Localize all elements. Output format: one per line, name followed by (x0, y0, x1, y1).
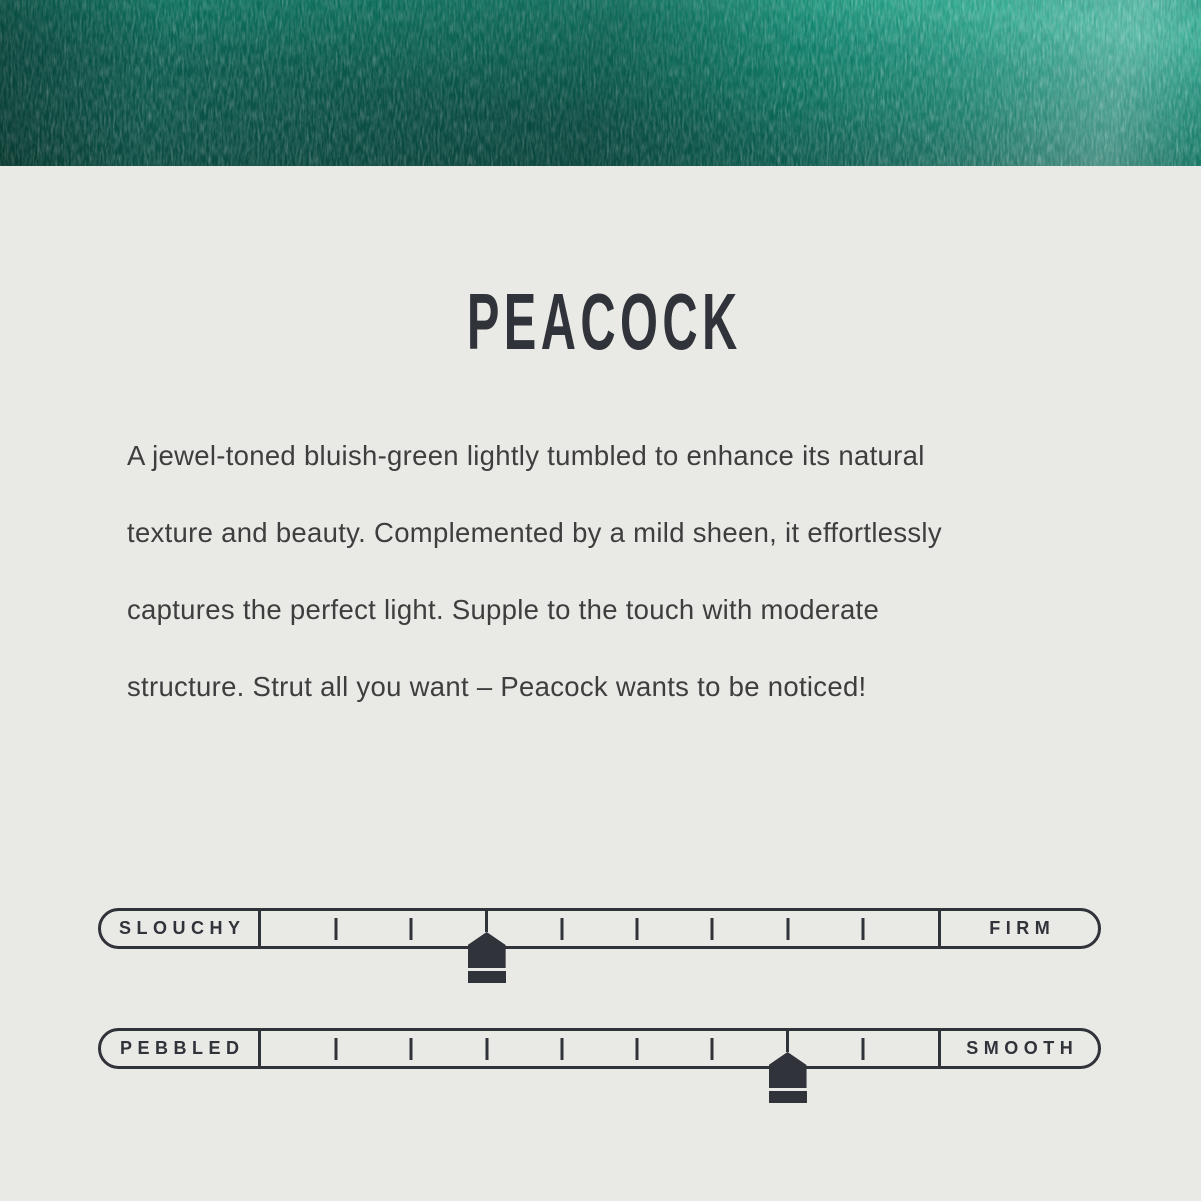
description-line: captures the perfect light. Supple to the touch with moderate (127, 594, 880, 625)
description-line: texture and beauty. Complemented by a mild sheen, it effortlessly (127, 517, 942, 548)
scale-tick (711, 918, 714, 940)
pen-nib-marker-icon (769, 1052, 807, 1088)
description-line: A jewel-toned bluish-green lightly tumbled to enhance its natural (127, 440, 925, 471)
scale-right-label: FIRM (989, 918, 1056, 938)
marker-tick (485, 911, 488, 932)
scale-tick (410, 1038, 413, 1060)
scale-position-marker (468, 911, 506, 983)
scale-right-label: SMOOTH (966, 1038, 1079, 1058)
scale-track (261, 1031, 938, 1066)
scale-tick (861, 1038, 864, 1060)
scale-tick (861, 918, 864, 940)
scale-tick (410, 918, 413, 940)
scale-tick (485, 1038, 488, 1060)
marker-tick (786, 1031, 789, 1052)
leather-texture-graphic (0, 0, 1201, 166)
scale-left-label: PEBBLED (119, 1038, 245, 1058)
scale-left-label-box (101, 911, 261, 946)
scale-position-marker (769, 1031, 807, 1103)
scale-tick (711, 1038, 714, 1060)
scale-left-label-box (101, 1031, 261, 1066)
texture-scale-pebbled-smooth (98, 1028, 1101, 1069)
color-description (127, 417, 1075, 725)
structure-scale-slouchy-firm (98, 908, 1101, 949)
scale-right-label-box (938, 911, 1098, 946)
color-name-title: PEACOCK (466, 277, 742, 366)
scale-tick (560, 918, 563, 940)
description-line: structure. Strut all you want – Peacock wants to be noticed! (127, 671, 867, 702)
scale-tick (636, 918, 639, 940)
scale-track (261, 911, 938, 946)
scale-tick (636, 1038, 639, 1060)
marker-base-bar (769, 1091, 807, 1103)
scale-tick (335, 1038, 338, 1060)
marker-base-bar (468, 971, 506, 983)
leather-swatch-image (0, 0, 1201, 166)
scale-left-label: SLOUCHY (118, 918, 246, 938)
scale-right-label-box (938, 1031, 1098, 1066)
scale-tick (335, 918, 338, 940)
pen-nib-marker-icon (468, 932, 506, 968)
scale-tick (786, 918, 789, 940)
scale-tick (560, 1038, 563, 1060)
title-container (0, 277, 1201, 366)
